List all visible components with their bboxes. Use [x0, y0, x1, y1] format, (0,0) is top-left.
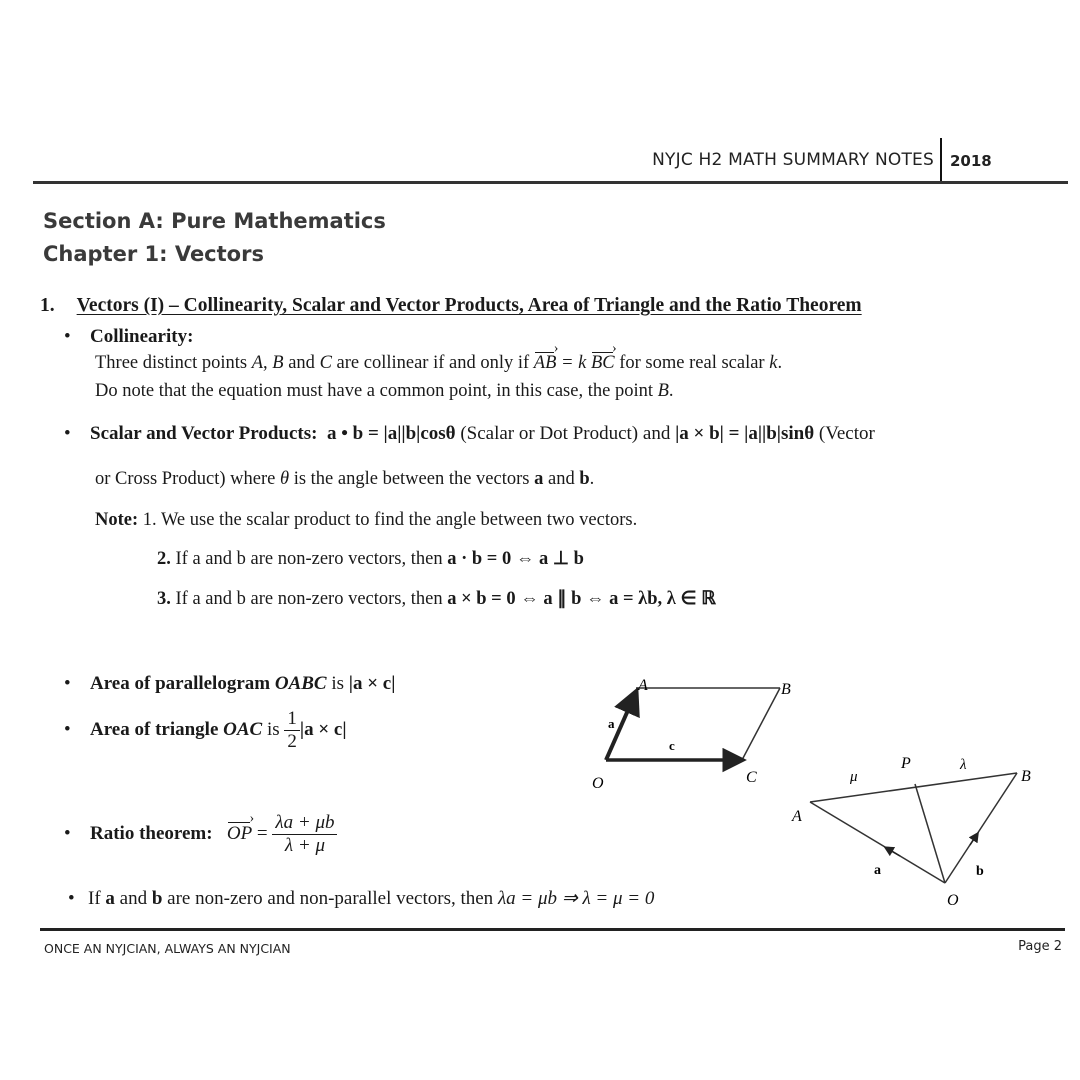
collinearity-line1: Three distinct points A, B and C are collinear if and only if AB › = k BC › for some real scalar k. — [95, 353, 782, 374]
vector-OP: OP › — [227, 823, 252, 845]
collinearity-label: Collinearity: — [90, 326, 194, 347]
arrow-b — [970, 836, 976, 845]
footer-motto: ONCE AN NYJCIAN, ALWAYS AN NYJCIAN — [44, 941, 291, 956]
note-1: Note: 1. We use the scalar product to find the angle between two vectors. — [95, 510, 638, 530]
area-triangle-bullet: • Area of triangle OAC is $\frac{1}{2}$ |a × c| — [64, 708, 347, 752]
chapter-title: Chapter 1: Vectors — [43, 242, 264, 266]
top-rule — [33, 181, 1068, 184]
label-A: A — [638, 677, 648, 694]
ratio-theorem-diagram — [790, 755, 1060, 915]
triangle-formula: |a × c| — [299, 718, 347, 740]
dot-product-formula: a • b = |a||b|cosθ — [326, 423, 456, 444]
parallelogram-formula: |a × c| — [348, 673, 396, 694]
non-parallel-math: λa = μb ⇒ λ = μ = 0 — [497, 888, 655, 909]
note-3: 3. If a and b are non-zero vectors, then a × b = 0 ⇔ a ∥ b ⇔ a = λb, λ ∈ ℝ — [157, 589, 716, 609]
label-lambda: λ — [960, 757, 967, 773]
line-AB — [810, 773, 1017, 802]
products-bullet: • Scalar and Vector Products: a • b = |a||b|cosθ (Scalar or Dot Product) and |a × b| = |a||b|sinθ (Vector — [64, 423, 875, 444]
products-line2: or Cross Product) where θ is the angle between the vectors a and b. — [95, 469, 595, 489]
header-year: 2018 — [950, 152, 992, 170]
note-2: 2. If a and b are non-zero vectors, then a · b = 0 ⇔ a ⊥ b — [157, 549, 584, 569]
label-B: B — [1021, 768, 1031, 785]
label-a: a — [608, 716, 615, 731]
parallelogram-diagram — [580, 670, 810, 800]
label-C: C — [746, 769, 757, 786]
label-c: c — [669, 738, 675, 753]
label-O: O — [947, 892, 959, 909]
products-label: Scalar and Vector Products: — [90, 423, 318, 444]
topic-heading — [40, 295, 862, 317]
label-A: A — [792, 808, 802, 825]
bottom-rule — [40, 928, 1065, 931]
ratio-denominator: λ + μ — [284, 835, 325, 856]
ratio-numerator: λa + μb — [272, 812, 337, 835]
ratio-label: Ratio theorem: — [90, 822, 213, 844]
label-O: O — [592, 775, 604, 792]
heading-title: Vectors (I) – Collinearity, Scalar and Vector Products, Area of Triangle and the Ratio Theorem — [76, 295, 862, 316]
note-3-math: a × b = 0 ⇔ a ∥ b ⇔ a = λb, λ ∈ ℝ — [447, 589, 716, 609]
cross-product-formula: |a × b| = |a||b|sinθ — [675, 423, 815, 444]
heading-number: 1. — [40, 295, 55, 316]
side-BC — [742, 688, 780, 760]
label-a: a — [874, 863, 881, 878]
vector-AB: AB › — [534, 353, 557, 374]
page-number: Page 2 — [1018, 939, 1062, 954]
label-b: b — [976, 864, 984, 879]
header-separator — [940, 138, 942, 182]
area-parallelogram-bullet: • Area of parallelogram OABC is |a × c| — [64, 673, 396, 694]
note-2-math: a · b = 0 ⇔ a ⊥ b — [447, 549, 584, 569]
collinearity-bullet: • Collinearity: — [64, 326, 194, 347]
label-mu: μ — [850, 769, 858, 785]
section-title: Section A: Pure Mathematics — [43, 209, 386, 233]
label-P: P — [901, 755, 911, 772]
non-parallel-bullet: • If a and b are non-zero and non-parallel vectors, then λa = μb ⇒ λ = μ = 0 — [68, 888, 655, 909]
arrow-a — [888, 849, 900, 856]
collinearity-line2: Do note that the equation must have a common point, in this case, the point B. — [95, 381, 674, 401]
ratio-theorem-bullet: • Ratio theorem: OP › = $\frac{\lambda a + \mu b}{\lambda + \mu}$ — [64, 812, 337, 857]
note-label: Note: — [95, 510, 139, 530]
vector-BC: BC › — [591, 353, 615, 374]
label-B: B — [781, 681, 791, 698]
header-title: NYJC H2 MATH SUMMARY NOTES — [652, 150, 934, 170]
